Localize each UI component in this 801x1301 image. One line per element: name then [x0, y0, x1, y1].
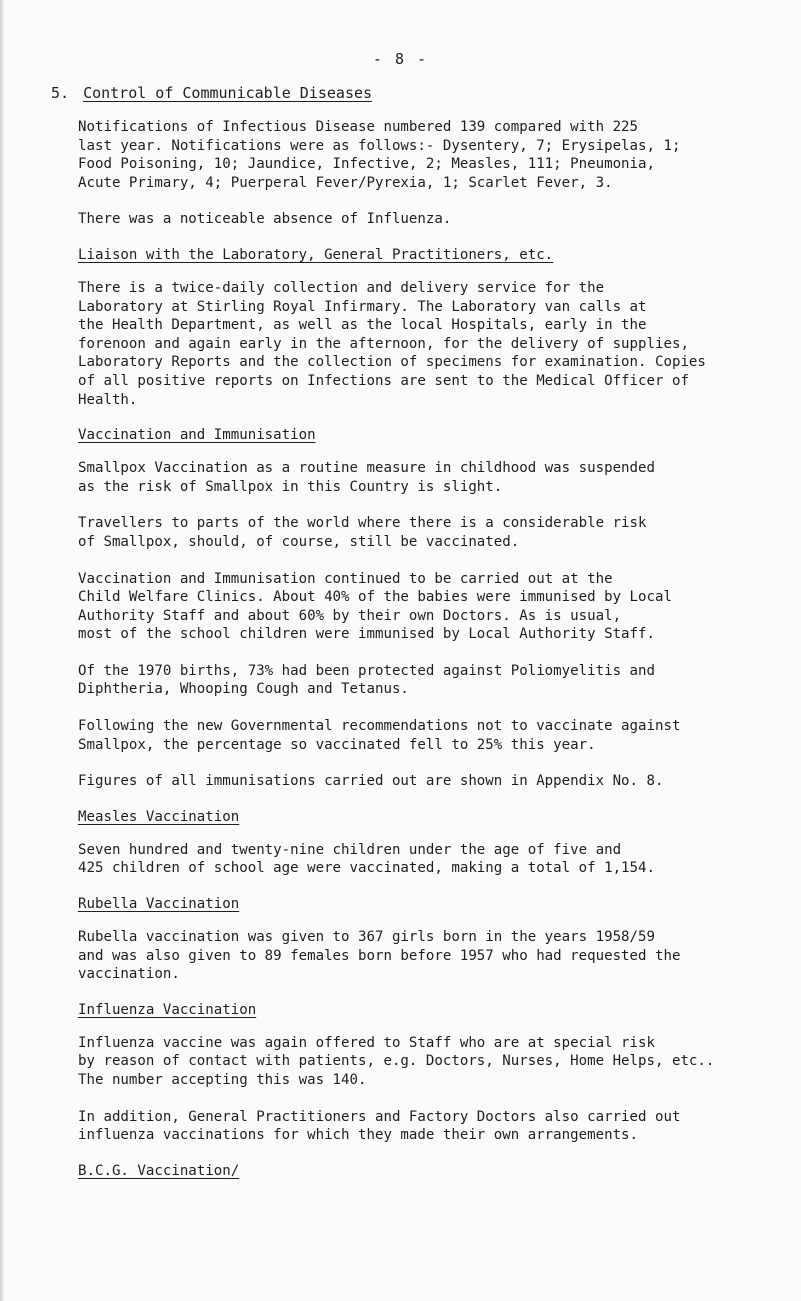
document-body [51, 84, 781, 1179]
paragraph-notifications: Notifications of Infectious Disease numbered 139 compared with 225 last year. Notifications were as follows:- Dysentery, 7; Erysipelas, 1; Food Poisoning, 10; Jaundice, Infective, 2; Measles, 111; Pneumonia, Acute Primary, 4; Puerperal Fever/Pyrexia, 1; Scarlet Fever, 3. [78, 119, 681, 191]
subsection-heading-measles: Measles Vaccination [78, 808, 240, 825]
paragraph-clinics: Vaccination and Immunisation continued to be carried out at the Child Welfare Clinics. About 40% of the babies were immunised by Local Authority Staff and about 60% by their own Doctors. As is usual, most of the school children were immunised by Local Authority Staff. [78, 570, 672, 643]
section-title: Control of Communicable Diseases [83, 84, 373, 102]
section-heading [51, 84, 781, 102]
paragraph-travellers: Travellers to parts of the world where there is a considerable risk of Smallpox, should, of course, still be vaccinated. [78, 515, 647, 550]
paragraph-births-protected: Of the 1970 births, 73% had been protected against Poliomyelitis and Diphtheria, Whooping Cough and Tetanus. [78, 662, 655, 698]
section-body [78, 118, 781, 1179]
continuation-catchword: B.C.G. Vaccination/ [78, 1162, 240, 1179]
page-edge-shadow [0, 0, 4, 1301]
subsection-heading-liaison: Liaison with the Laboratory, General Practitioners, etc. [78, 246, 554, 263]
paragraph-rubella: Rubella vaccination was given to 367 girls born in the years 1958/59 and was also given to 89 females born before 1957 who had requested the vaccination. [78, 929, 681, 983]
paragraph-influenza-absence: There was a noticeable absence of Influenza. [78, 211, 452, 228]
subsection-heading-vaccination: Vaccination and Immunisation [78, 427, 316, 444]
paragraph-measles: Seven hundred and twenty-nine children under the age of five and 425 children of school age were vaccinated, making a total of 1,154. [78, 841, 655, 877]
paragraph-influenza-staff: Influenza vaccine was again offered to Staff who are at special risk by reason of contact with patients, e.g. Doctors, Nurses, Home Helps, etc.. The number accepting this was 140. [78, 1034, 715, 1088]
paragraph-appendix-reference: Figures of all immunisations carried out are shown in Appendix No. 8. [78, 773, 664, 790]
paragraph-laboratory-service: There is a twice-daily collection and delivery service for the Laboratory at Stirling Royal Infirmary. The Laboratory van calls at the Health Department, as well as the local Hospitals, early in the forenoon and again early in the afternoon, for the delivery of supplies, Laboratory Reports and the collection of specimens for examination. Copies of all positive reports on Infections are sent to the Medical Officer of Health. [78, 279, 706, 408]
paragraph-smallpox-percentage: Following the new Governmental recommendations not to vaccinate against Smallpox, the percentage so vaccinated fell to 25% this year. [78, 718, 681, 753]
subsection-heading-influenza: Influenza Vaccination [78, 1001, 257, 1018]
paragraph-smallpox-suspended: Smallpox Vaccination as a routine measure in childhood was suspended as the risk of Smallpox in this Country is slight. [78, 460, 655, 495]
paragraph-influenza-gp: In addition, General Practitioners and Factory Doctors also carried out influenza vaccinations for which they made their own arrangements. [78, 1108, 681, 1144]
section-number: 5. [51, 84, 70, 102]
page-number: - 8 - [372, 50, 429, 68]
subsection-heading-rubella: Rubella Vaccination [78, 896, 240, 913]
